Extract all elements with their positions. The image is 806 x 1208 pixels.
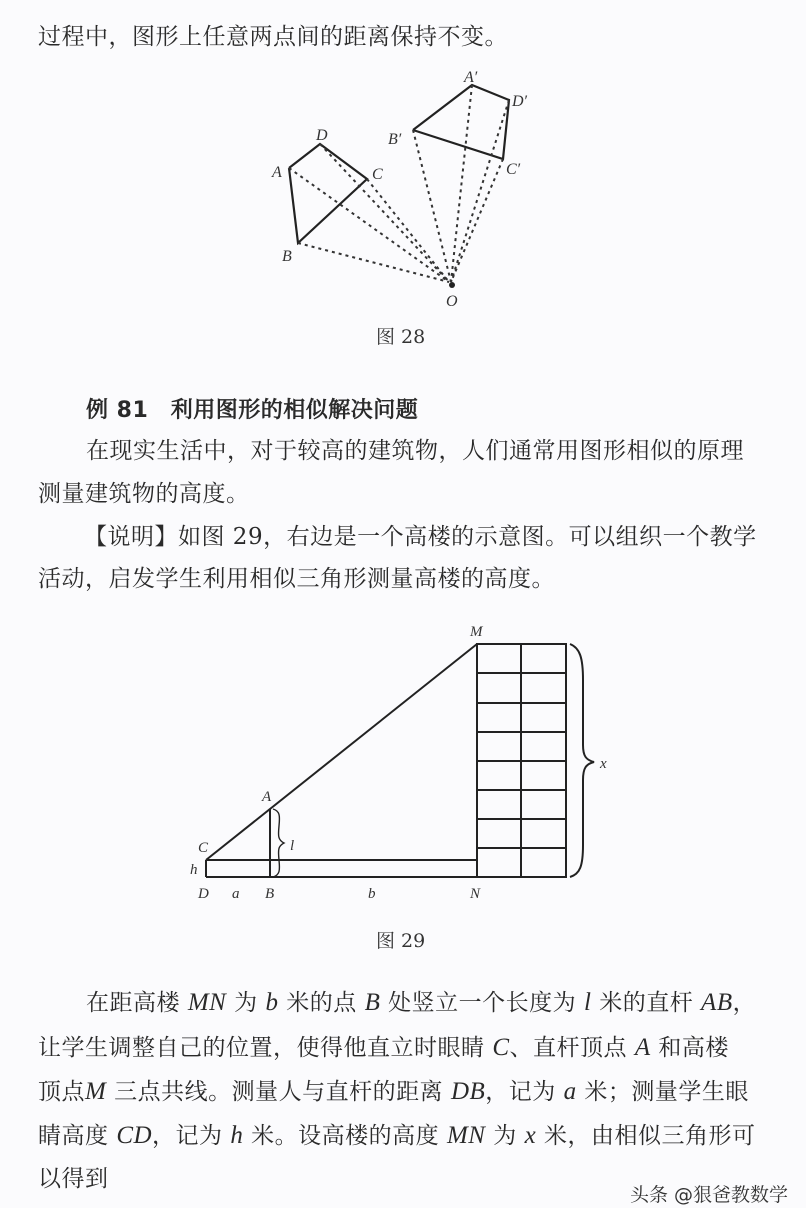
math: M xyxy=(85,1078,107,1105)
label-A: A xyxy=(272,164,282,181)
math: x xyxy=(524,1122,537,1149)
math: CD xyxy=(116,1122,153,1149)
text: ，记为 xyxy=(485,1079,564,1105)
text: 米的点 xyxy=(278,990,365,1016)
text: 三点共线。测量人与直杆的距离 xyxy=(106,1079,451,1105)
label-h: h xyxy=(190,862,198,878)
label-A-prime: A′ xyxy=(464,69,478,86)
text: 处竖立一个长度为 xyxy=(380,990,584,1016)
label-B: B xyxy=(265,886,275,902)
text: ， xyxy=(732,990,757,1016)
text-line: 以得到 xyxy=(38,1166,109,1192)
label-A: A xyxy=(262,789,272,805)
math: A xyxy=(634,1034,651,1061)
text: 让学生调整自己的位置，使得他直立时眼睛 xyxy=(38,1035,493,1061)
math: B xyxy=(364,989,381,1016)
label-O: O xyxy=(446,293,458,310)
label-C: C xyxy=(198,840,209,856)
figure-28 xyxy=(260,60,560,320)
label-l: l xyxy=(290,838,295,854)
math: MN xyxy=(446,1122,486,1149)
label-a: a xyxy=(232,886,240,902)
text: 为 xyxy=(485,1123,525,1149)
text-line xyxy=(38,1121,756,1151)
label-B-prime: B′ xyxy=(388,131,402,148)
text: 米，由相似三角形可 xyxy=(536,1123,756,1149)
label-C-prime: C′ xyxy=(506,161,521,178)
label-D: D xyxy=(198,886,209,902)
text: 米。设高楼的高度 xyxy=(243,1123,447,1149)
text: ，记为 xyxy=(152,1123,231,1149)
text-line: 测量建筑物的高度。 xyxy=(38,481,250,507)
label-C: C xyxy=(372,166,383,183)
text-line: 活动，启发学生利用相似三角形测量高楼的高度。 xyxy=(38,566,555,592)
math: b xyxy=(265,989,279,1016)
text-line: 在现实生活中，对于较高的建筑物，人们通常用图形相似的原理 xyxy=(86,438,744,464)
label-D: D xyxy=(316,127,328,144)
text: 米的直杆 xyxy=(591,990,702,1016)
watermark: 头条 @狠爸教数学 xyxy=(629,1184,788,1206)
text: 和高楼 xyxy=(650,1035,729,1061)
text: 米；测量学生眼 xyxy=(576,1079,749,1105)
math: h xyxy=(230,1122,244,1149)
text-line xyxy=(38,1077,749,1107)
label-N: N xyxy=(470,886,481,902)
text-line xyxy=(86,988,756,1018)
text-line: 过程中，图形上任意两点间的距离保持不变。 xyxy=(38,24,508,50)
math: a xyxy=(563,1078,577,1105)
text: 为 xyxy=(226,990,266,1016)
text: 顶点 xyxy=(38,1079,85,1105)
figure-29 xyxy=(180,610,630,910)
math: C xyxy=(492,1034,510,1061)
text: 、直杆顶点 xyxy=(509,1035,635,1061)
text: 睛高度 xyxy=(38,1123,117,1149)
label-x: x xyxy=(600,756,607,772)
label-M: M xyxy=(470,624,483,640)
text-line xyxy=(38,1033,729,1063)
math: AB xyxy=(701,989,733,1016)
label-b: b xyxy=(368,886,376,902)
math: MN xyxy=(187,989,227,1016)
example-title: 例 81 利用图形的相似解决问题 xyxy=(86,398,419,423)
text-line: 【说明】如图 29，右边是一个高楼的示意图。可以组织一个教学 xyxy=(84,524,757,550)
text: 在距高楼 xyxy=(86,990,188,1016)
math: l xyxy=(583,989,592,1016)
figure-29-caption: 图 29 xyxy=(376,930,426,952)
label-D-prime: D′ xyxy=(512,93,528,110)
figure-28-caption: 图 28 xyxy=(376,326,426,348)
label-B: B xyxy=(282,248,292,265)
math: DB xyxy=(450,1078,486,1105)
